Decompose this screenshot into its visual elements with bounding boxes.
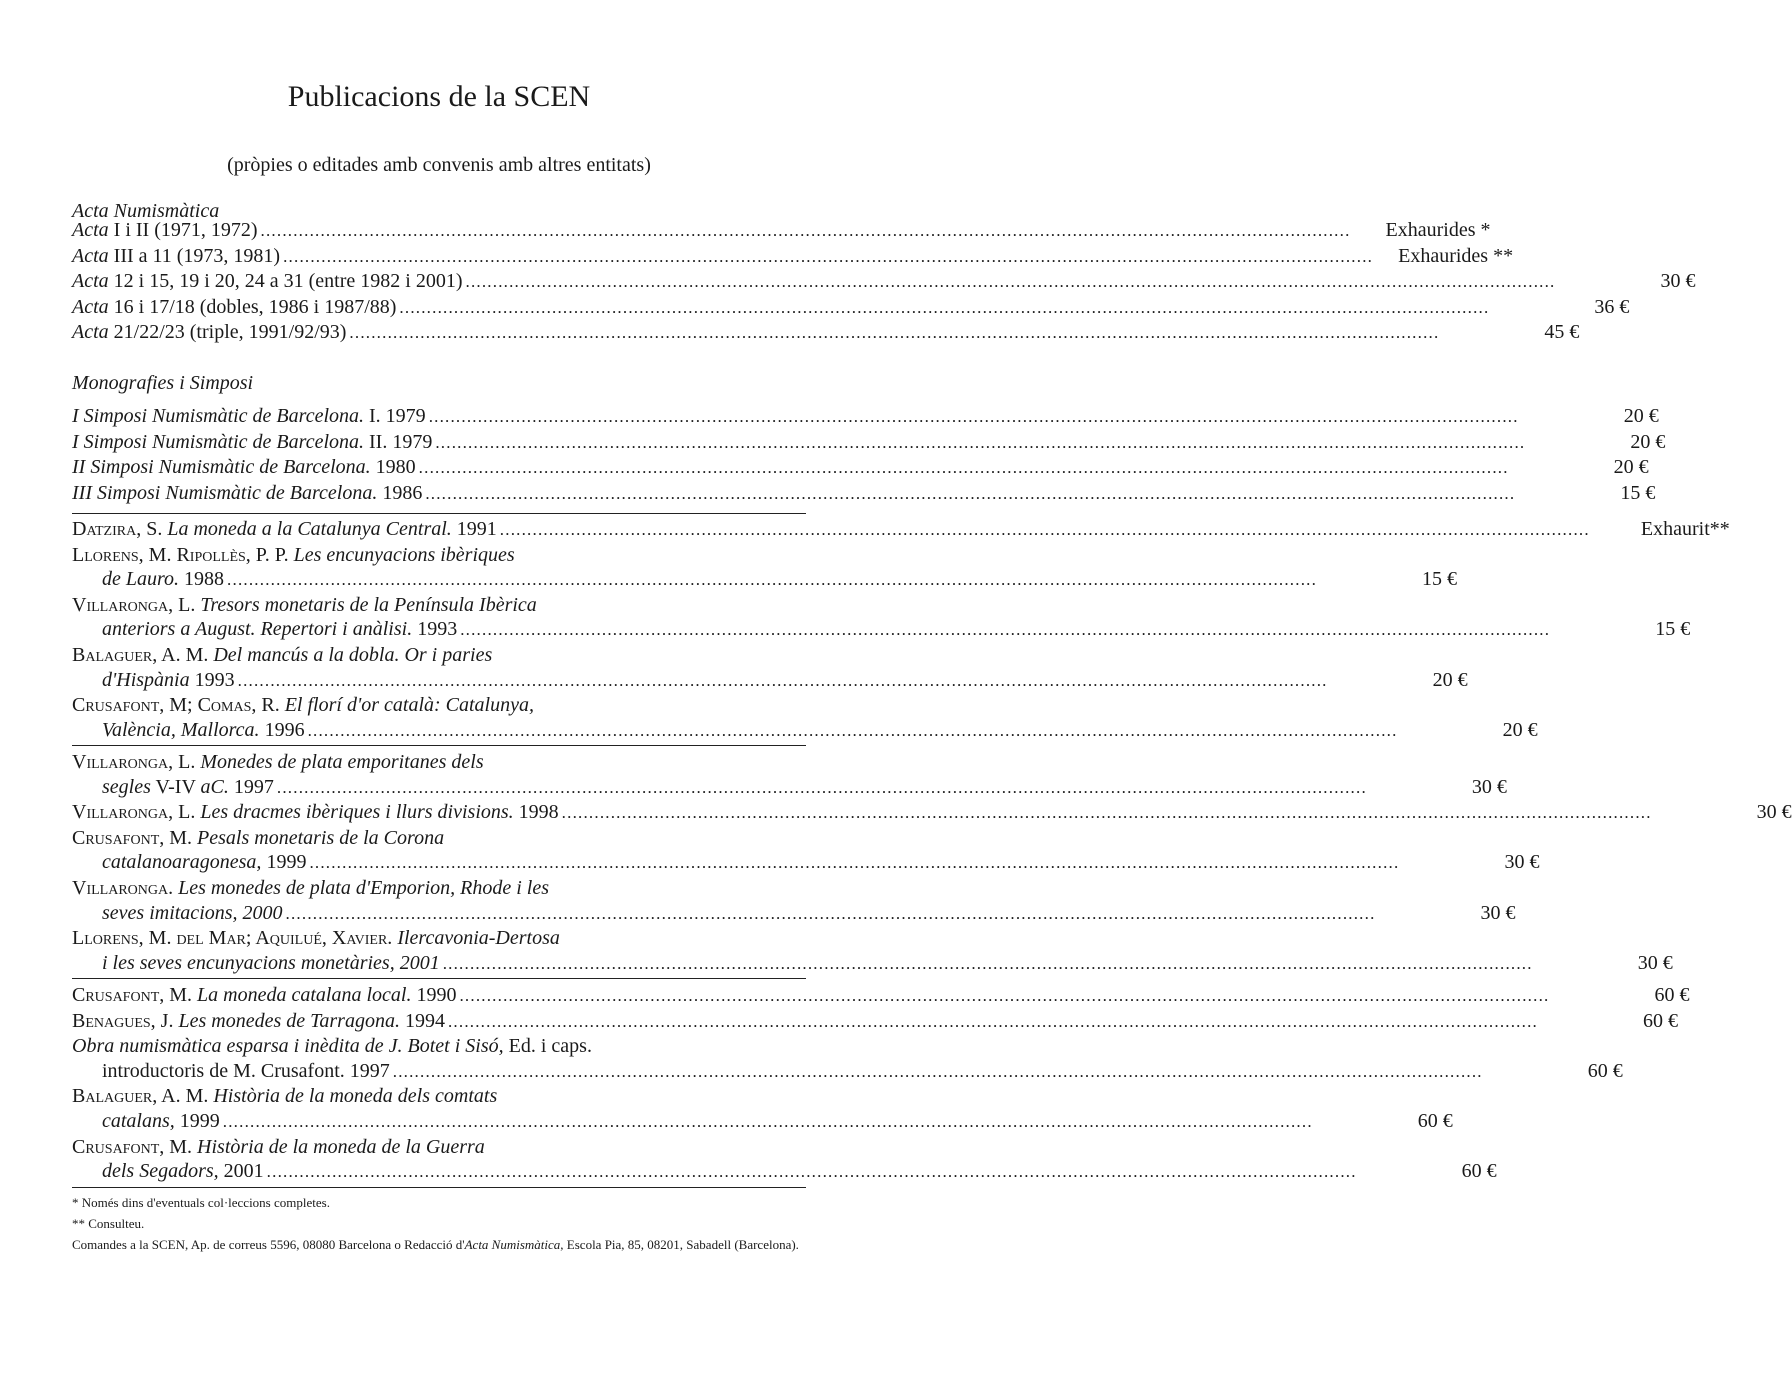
simposi-list xyxy=(72,404,1666,506)
dot-leader: ........................................................................................................................................................................................................ xyxy=(499,520,1590,539)
dot-leader: ........................................................................................................................................................................................................ xyxy=(435,432,1526,452)
dot-leader: ........................................................................................................................................................................................................ xyxy=(227,570,1318,590)
price: 15 € xyxy=(1422,568,1458,591)
price: 20 € xyxy=(1630,430,1666,453)
list-item: Acta 12 i 15, 19 i 20, 24 a 31 (entre 1982 i 2001) ........................................................................................................................................................................................................ 30 € xyxy=(72,269,806,295)
price: 30 € xyxy=(1756,801,1792,824)
price: 15 € xyxy=(1620,481,1656,504)
list-item: Balaguer, A. M. Del mancús a la dobla. Or i paries d'Hispània 1993 ........................................................................................................................................................................................................ 20 € xyxy=(72,643,806,693)
list-item: I Simposi Numismàtic de Barcelona. II. 1979 ........................................................................................................................................................................................................ 20 € xyxy=(72,430,806,456)
list-item: Acta I i II (1971, 1972) ........................................................................................................................................................................................................ Exhaurides * xyxy=(72,218,806,244)
price: 60 € xyxy=(1587,1059,1623,1082)
dot-leader: ........................................................................................................................................................................................................ xyxy=(418,458,1509,478)
price: Exhaurides ** xyxy=(1398,244,1514,267)
section-divider xyxy=(72,513,806,514)
list-item: I Simposi Numismàtic de Barcelona. I. 1979 ........................................................................................................................................................................................................ 20 € xyxy=(72,404,806,430)
dot-leader: ........................................................................................................................................................................................................ xyxy=(561,803,1652,823)
list-item: Villaronga, L. Tresors monetaris de la Península Ibèrica anteriors a August. Repertori i anàlisi. 1993 ........................................................................................................................................................................................................ 15 € xyxy=(72,593,806,643)
books-group-3 xyxy=(72,983,1690,1185)
dot-leader: ........................................................................................................................................................................................................ xyxy=(260,221,1351,240)
list-item: Acta 21/22/23 (triple, 1991/92/93) ........................................................................................................................................................................................................ 45 € xyxy=(72,320,806,346)
dot-leader: ........................................................................................................................................................................................................ xyxy=(459,986,1550,1005)
order-info: Comandes a la SCEN, Ap. de correus 5596, 08080 Barcelona o Redacció d'Acta Numismàtica, Escola Pia, 85, 08201, Sabadell (Barcelona). xyxy=(72,1237,799,1252)
dot-leader: ........................................................................................................................................................................................................ xyxy=(283,246,1374,266)
price: 30 € xyxy=(1504,851,1540,874)
footnotes xyxy=(72,1192,806,1255)
page-title: Publicacions de la SCEN xyxy=(287,80,591,113)
price: 20 € xyxy=(1432,668,1468,691)
list-item: III Simposi Numismàtic de Barcelona. 1986 ........................................................................................................................................................................................................ 15 € xyxy=(72,481,806,507)
price: 20 € xyxy=(1623,405,1659,427)
price: 30 € xyxy=(1660,270,1696,293)
dot-leader: ........................................................................................................................................................................................................ xyxy=(222,1111,1313,1131)
footnote-1: * Només dins d'eventuals col·leccions completes. xyxy=(72,1195,330,1210)
price: 60 € xyxy=(1417,1109,1453,1132)
list-item: Benagues, J. Les monedes de Tarragona. 1994 ........................................................................................................................................................................................................ 60 € xyxy=(72,1009,806,1035)
list-item: Balaguer, A. M. Història de la moneda dels comtats catalans, 1999 ........................................................................................................................................................................................................ 60 € xyxy=(72,1084,806,1134)
dot-leader: ........................................................................................................................................................................................................ xyxy=(399,297,1490,317)
dot-leader: ........................................................................................................................................................................................................ xyxy=(276,777,1367,797)
dot-leader: ........................................................................................................................................................................................................ xyxy=(309,853,1400,873)
price: Exhaurides * xyxy=(1385,219,1491,241)
price: 36 € xyxy=(1594,295,1630,318)
dot-leader: ........................................................................................................................................................................................................ xyxy=(307,720,1398,740)
list-item: Crusafont, M. Història de la moneda de la Guerra dels Segadors, 2001 ........................................................................................................................................................................................................ 60 € xyxy=(72,1135,806,1185)
section-heading-acta: Acta Numismàtica xyxy=(72,200,220,222)
dot-leader: ........................................................................................................................................................................................................ xyxy=(442,953,1533,973)
section-divider xyxy=(72,745,806,746)
list-item: Obra numismàtica esparsa i inèdita de J. Botet i Sisó, Ed. i caps. introductoris de M. Crusafont. 1997 ........................................................................................................................................................................................................ 60 € xyxy=(72,1034,806,1084)
price: 45 € xyxy=(1544,321,1580,344)
dot-leader: ........................................................................................................................................................................................................ xyxy=(285,903,1376,923)
dot-leader: ........................................................................................................................................................................................................ xyxy=(392,1061,1483,1081)
price: 30 € xyxy=(1480,901,1516,924)
list-item: Datzira, S. La moneda a la Catalunya Central. 1991 ........................................................................................................................................................................................................ Exhaurit** xyxy=(72,517,806,543)
dot-leader: ........................................................................................................................................................................................................ xyxy=(447,1011,1538,1031)
list-item: Acta III a 11 (1973, 1981) ........................................................................................................................................................................................................ Exhaurides ** xyxy=(72,244,806,270)
list-item: Villaronga, L. Les dracmes ibèriques i llurs divisions. 1998 ........................................................................................................................................................................................................ 30 € xyxy=(72,800,806,826)
dot-leader: ........................................................................................................................................................................................................ xyxy=(465,272,1556,292)
list-item: Llorens, M. Ripollès, P. P. Les encunyacions ibèriques de Lauro. 1988 ........................................................................................................................................................................................................ 15 € xyxy=(72,543,806,593)
list-item: Crusafont, M. Pesals monetaris de la Corona catalanoaragonesa, 1999 ........................................................................................................................................................................................................ 30 € xyxy=(72,826,806,876)
list-item: II Simposi Numismàtic de Barcelona. 1980 ........................................................................................................................................................................................................ 20 € xyxy=(72,455,806,481)
list-item: Villaronga. Les monedes de plata d'Emporion, Rhode i les seves imitacions, 2000 ........................................................................................................................................................................................................ 30 € xyxy=(72,876,806,926)
price: 60 € xyxy=(1642,1009,1678,1032)
price: 20 € xyxy=(1502,718,1538,741)
section-heading-monografies: Monografies i Simposi xyxy=(72,372,254,394)
dot-leader: ........................................................................................................................................................................................................ xyxy=(428,407,1519,426)
page-subtitle: (pròpies o editades amb convenis amb altres entitats) xyxy=(227,154,651,176)
price: 20 € xyxy=(1613,456,1649,479)
acta-list xyxy=(72,218,1696,346)
price: Exhaurit** xyxy=(1640,518,1730,540)
dot-leader: ........................................................................................................................................................................................................ xyxy=(349,323,1440,343)
books-group-1 xyxy=(72,517,1730,743)
price: 15 € xyxy=(1655,618,1691,641)
dot-leader: ........................................................................................................................................................................................................ xyxy=(425,483,1516,503)
section-divider xyxy=(72,978,806,979)
section-divider xyxy=(72,1187,806,1188)
list-item: Crusafont, M. La moneda catalana local. 1990 ........................................................................................................................................................................................................ 60 € xyxy=(72,983,806,1009)
price: 60 € xyxy=(1461,1160,1497,1183)
dot-leader: ........................................................................................................................................................................................................ xyxy=(266,1162,1357,1182)
list-item: Crusafont, M; Comas, R. El florí d'or català: Catalunya, València, Mallorca. 1996 ........................................................................................................................................................................................................ 20 € xyxy=(72,693,806,743)
list-item: Llorens, M. del Mar; Aquilué, Xavier. Ilercavonia-Dertosa i les seves encunyacions monetàries, 2001 ........................................................................................................................................................................................................ 30 € xyxy=(72,926,806,976)
price: 30 € xyxy=(1471,775,1507,798)
price: 30 € xyxy=(1637,951,1673,974)
price: 60 € xyxy=(1654,984,1690,1006)
books-group-2 xyxy=(72,750,1792,976)
dot-leader: ........................................................................................................................................................................................................ xyxy=(237,670,1328,690)
list-item: Villaronga, L. Monedes de plata emporitanes dels segles V-IV aC. 1997 ........................................................................................................................................................................................................ 30 € xyxy=(72,750,806,800)
list-item: Acta 16 i 17/18 (dobles, 1986 i 1987/88) ........................................................................................................................................................................................................ 36 € xyxy=(72,295,806,321)
footnote-2: ** Consulteu. xyxy=(72,1216,145,1231)
dot-leader: ........................................................................................................................................................................................................ xyxy=(460,620,1551,640)
